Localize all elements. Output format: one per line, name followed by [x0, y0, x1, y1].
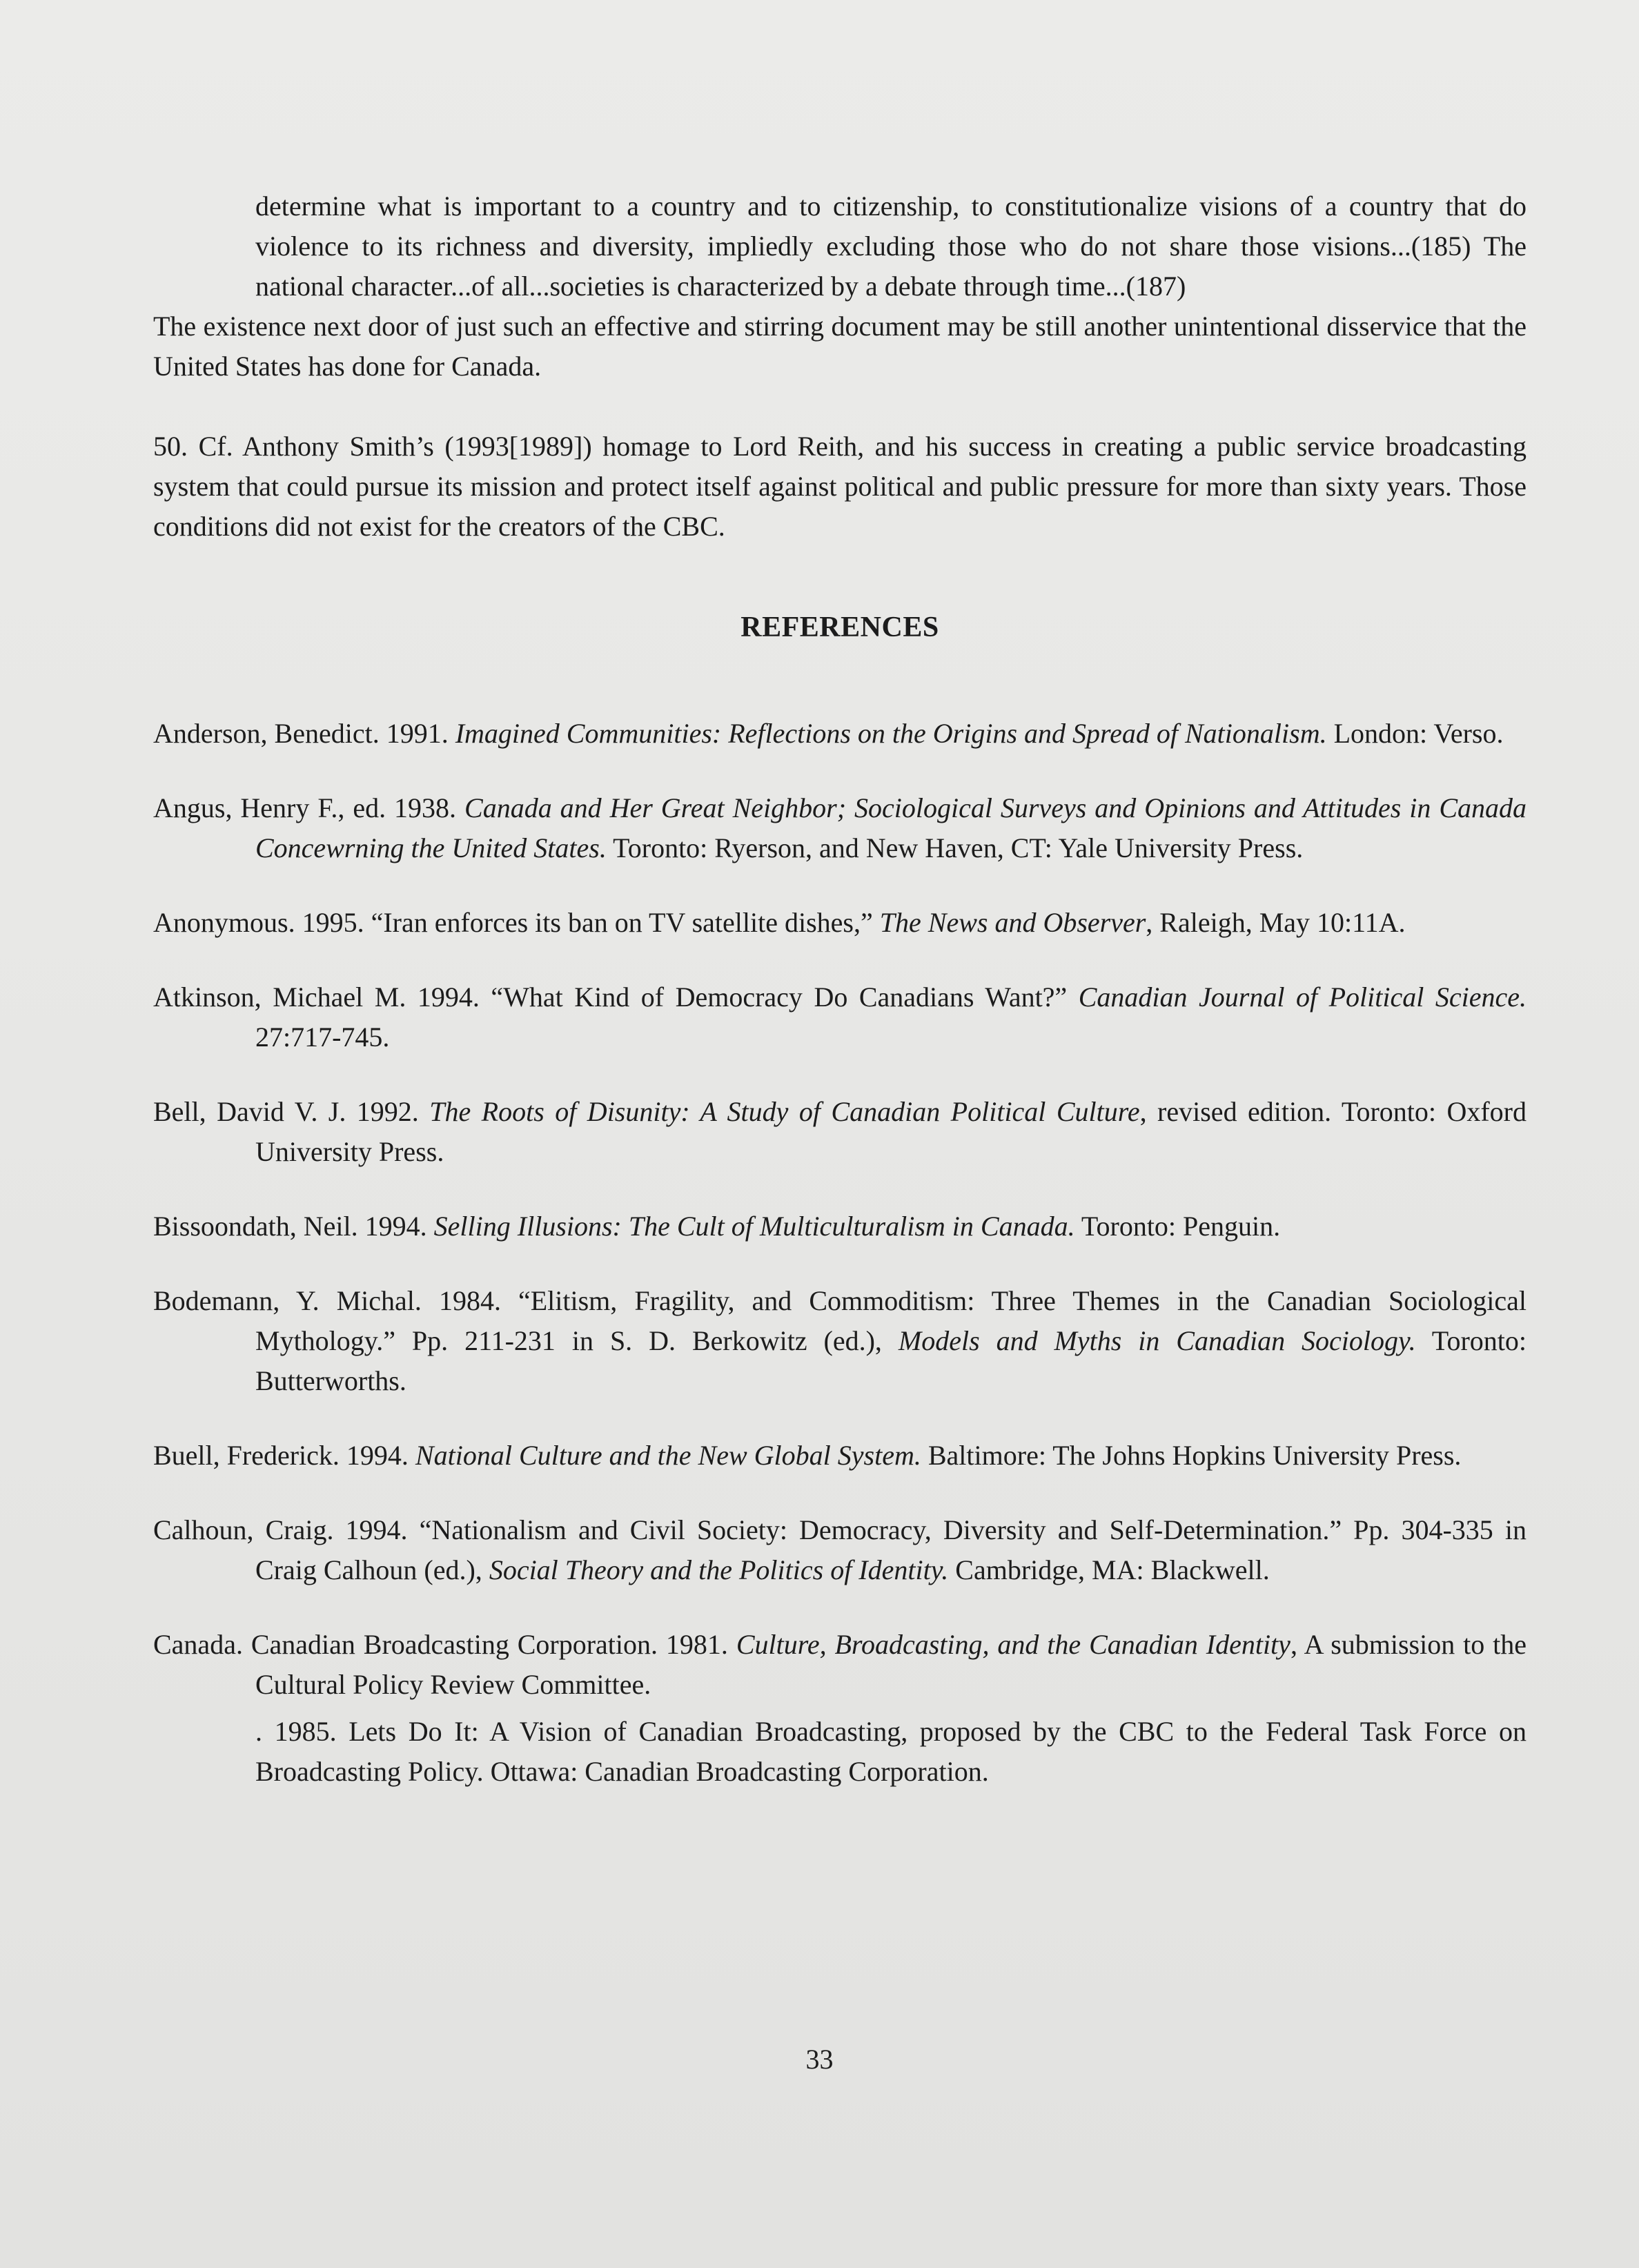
reference-entry: Anderson, Benedict. 1991. Imagined Communities: Reflections on the Origins and Spread of Nationalism. London: Verso.	[153, 718, 1504, 749]
reference-entry: Atkinson, Michael M. 1994. “What Kind of Democracy Do Canadians Want?” Canadian Journal of Political Science. 27:717-745.	[153, 981, 1527, 1053]
page-number: 33	[805, 2044, 834, 2075]
reference-entry: Bell, David V. J. 1992. The Roots of Disunity: A Study of Canadian Political Culture, revised edition. Toronto: Oxford University Press.	[153, 1096, 1527, 1167]
reference-entry-continuation: . 1985. Lets Do It: A Vision of Canadian Broadcasting, proposed by the CBC to the Federal Task Force on Broadcasting Policy. Ottawa: Canadian Broadcasting Corporation.	[255, 1716, 1527, 1787]
reference-entry: Bodemann, Y. Michal. 1984. “Elitism, Fragility, and Commoditism: Three Themes in the Canadian Sociological Mythology.” Pp. 211-231 in S. D. Berkowitz (ed.), Models and Myths in Canadian Sociology. Toronto: Butterworths.	[153, 1285, 1527, 1396]
references-heading: REFERENCES	[740, 612, 939, 643]
paragraph-after-quote: The existence next door of just such an effective and stirring document may be still another unintentional disservice that the United States has done for Canada.	[153, 311, 1527, 382]
reference-entry: Bissoondath, Neil. 1994. Selling Illusions: The Cult of Multiculturalism in Canada. Toronto: Penguin.	[153, 1211, 1281, 1242]
reference-entry: Angus, Henry F., ed. 1938. Canada and Her Great Neighbor; Sociological Surveys and Opinions and Attitudes in Canada Concewrning the United States. Toronto: Ryerson, and New Haven, CT: Yale University Press.	[153, 792, 1527, 863]
reference-entry: Calhoun, Craig. 1994. “Nationalism and Civil Society: Democracy, Diversity and Self-Determination.” Pp. 304-335 in Craig Calhoun (ed.), Social Theory and the Politics of Identity. Cambridge, MA: Blackwell.	[153, 1514, 1527, 1585]
endnote-50: 50. Cf. Anthony Smith’s (1993[1989]) homage to Lord Reith, and his success in creating a public service broadcasting system that could pursue its mission and protect itself against political and public pressure for more than sixty years. Those conditions did not exist for the creators of the CBC.	[153, 431, 1527, 542]
reference-entry: Anonymous. 1995. “Iran enforces its ban on TV satellite dishes,” The News and Observer, Raleigh, May 10:11A.	[153, 907, 1406, 938]
block-quote: determine what is important to a country and to citizenship, to constitutionalize visions of a country that do violence to its richness and diversity, impliedly excluding those who do not share those visions...(185) The national character...of all...societies is characterized by a debate through time...(187)	[255, 190, 1527, 302]
page-content	[153, 186, 1527, 1792]
reference-entry: Canada. Canadian Broadcasting Corporation. 1981. Culture, Broadcasting, and the Canadian Identity, A submission to the Cultural Policy Review Committee.	[153, 1629, 1527, 1700]
reference-entry: Buell, Frederick. 1994. National Culture and the New Global System. Baltimore: The Johns Hopkins University Press.	[153, 1440, 1462, 1471]
references-list	[153, 714, 1527, 1792]
